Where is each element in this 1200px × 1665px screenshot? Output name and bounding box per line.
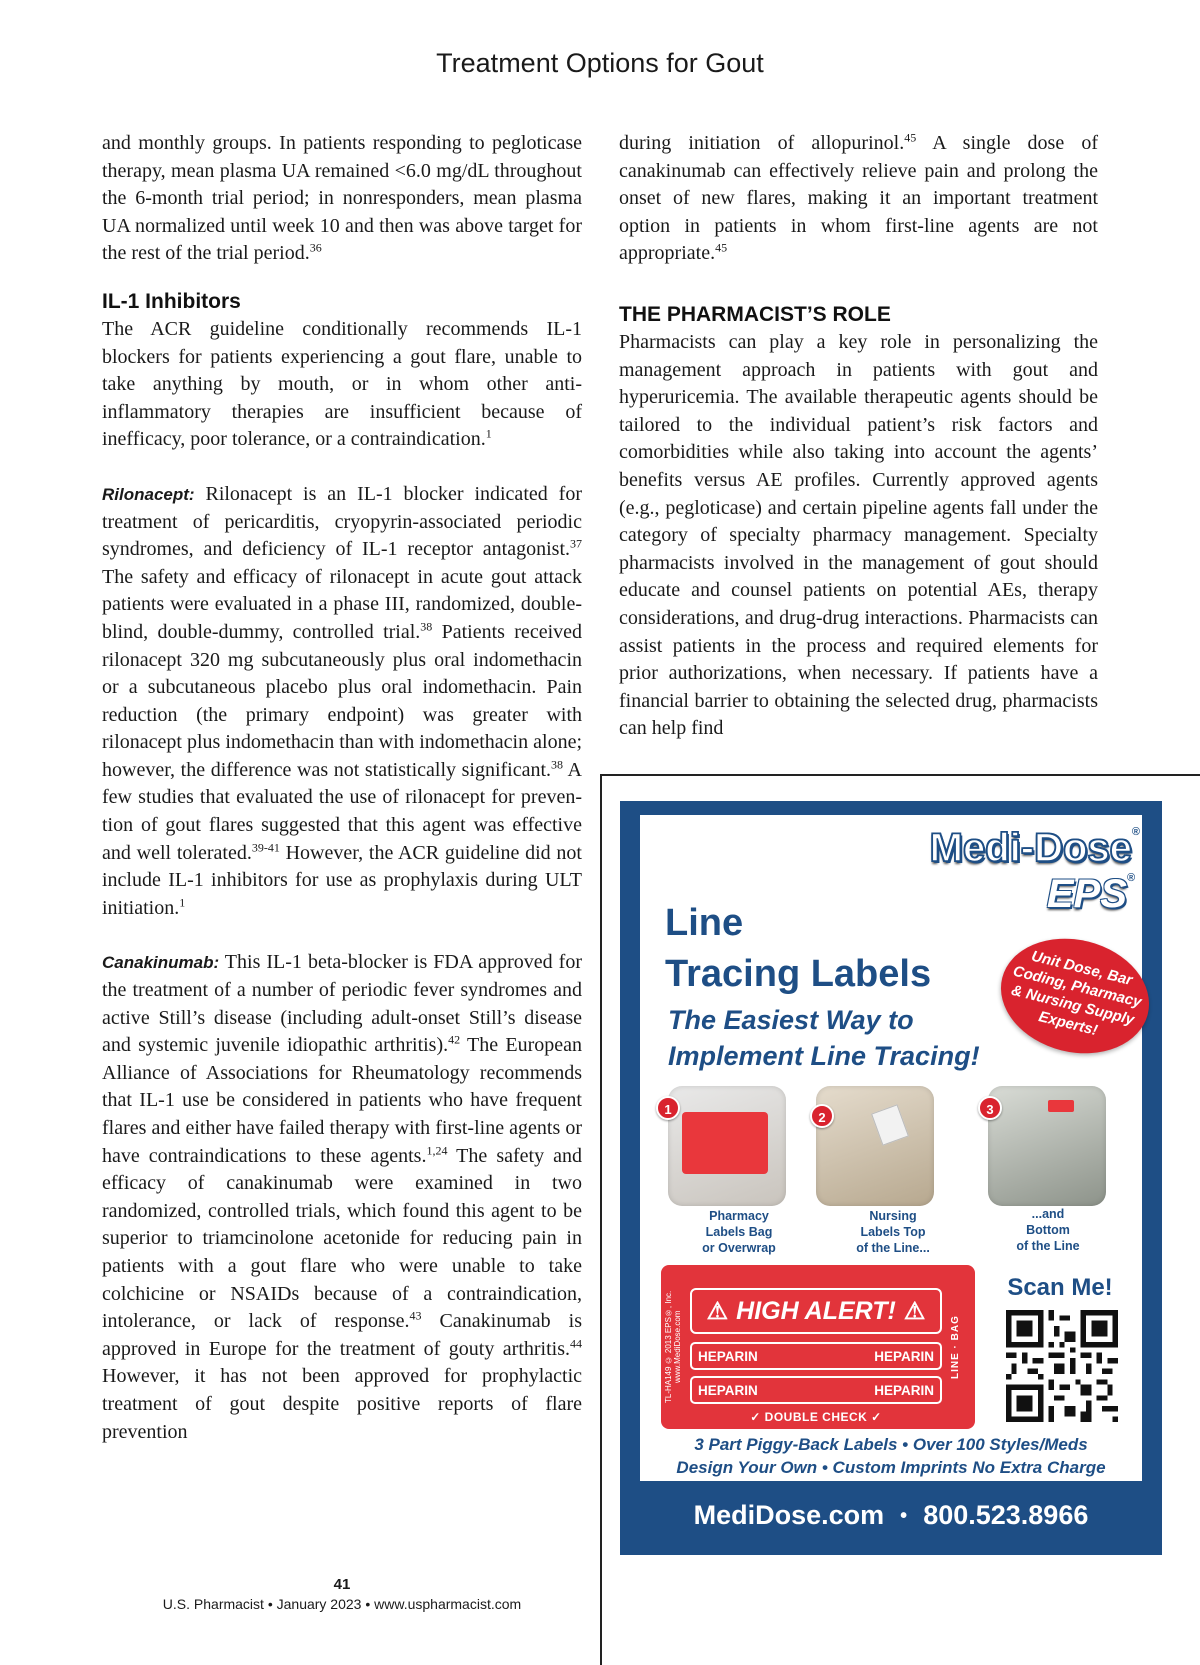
page-number: 41 [333,1576,351,1593]
canakinumab-paragraph: Canakinumab: This IL-1 beta-blocker is FDA approved for the treatment of a number of periodic fever syndromes and active Still’s disease (including adult-onset Still’s disease and systemic juvenile idiopathic arthritis).$^{42}$ The European Alliance of Associations for Rheumatology recommends that IL-1 use be considered in patients who have frequent flares and either have failed therapy with first-line agents or have contraindications to these agents.$^{1,24}$ The safety and efficacy of canakinumab were examined in two randomized, controlled trials, which found this agent to be superior to triamcinolone acetonide for reducing pain in patients with a gout flare who were unable to take colchicine or NSAIDs because of a contraindication, intolerance, or lack of response.$^{43}$ Canakinumab is approved in Europe for the treatment of gouty arthritis.$^{44}$ However, it has not been approved for prophylactic treatment of gout despite positive reports of flare prevention [102,951,582,1443]
canakinumab-continuation-paragraph: during initiation of allopurinol.$^{45}$ A single dose of canakinumab can effectively relieve pain and prolong the onset of new flares, making it an important treatment option in patients in whom first-line agents are not appropriate.$^{45}$ [619,130,1098,265]
line-top-tag-graphic [871,1104,909,1146]
left-column [102,130,582,1446]
ad-tagline: 3 Part Piggy-Back Labels • Over 100 Styles/Meds Design Your Own • Custom Imprints No Extra Charge [676,1435,1106,1477]
ad-contact-footer [620,1500,1162,1531]
ad-brand-eps: EPS® [1046,872,1135,916]
right-column [619,130,1098,743]
running-title: Treatment Options for Gout [436,48,764,78]
label-copyright-text: TL-HA149 © 2013 EPS®, Inc. www.MediDose.com [664,1290,682,1404]
ad-phone-number[interactable]: 800.523.8966 [923,1500,1089,1530]
separator-dot: • [900,1505,908,1528]
step-2-caption: Nursing Labels Top of the Line... [856,1209,930,1255]
canakinumab-runin: Canakinumab: [102,953,220,973]
step-3-photo [988,1086,1106,1206]
scan-me-text: Scan Me! [1007,1274,1113,1301]
rilonacept-runin: Rilonacept: [102,484,195,504]
pharmacist-role-paragraph: Pharmacists can play a key role in personalizing the management approach in patients with gout and hyperuricemia. The available therapeutic agents should be tailored to the individual patient’s risk factors and comorbidities while also taking into account the agents’ benefits versus AE profiles. Currently approved agents (e.g., pegloticase) and certain pipeline agents fall under the category of specialty pharmacy management. Specialty pharmacists involved in the management of gout should educate and counsel patients on potential AEs, therapy considerations, and drug-drug interactions. Pharmacists can assist patients in the process and required elements for prior authorizations, when necessary. If patients have a financial barrier to obtaining the selected drug, pharmacists can help find [619,330,1098,740]
line-bottom-tag-graphic [1048,1100,1074,1112]
heparin-row-bottom: HEPARIN HEPARIN [690,1376,942,1404]
label-side-words: LINE · BAG [950,1315,961,1380]
ad-website-link[interactable]: MediDose.com [693,1500,885,1530]
step-2-photo [816,1086,934,1206]
ad-experts-badge: Unit Dose, Bar Coding, Pharmacy & Nursing Supply Experts! [989,924,1162,1069]
step-1-caption: Pharmacy Labels Bag or Overwrap [702,1209,776,1255]
heparin-row-top: HEPARIN HEPARIN [690,1342,942,1370]
step-3-number: 3 [978,1096,1002,1120]
bag-label-graphic [682,1112,768,1174]
step-3-caption: ...and Bottom of the Line [1016,1207,1080,1253]
double-check-strip: ✓ DOUBLE CHECK ✓ [750,1410,882,1424]
step-1-number: 1 [656,1096,680,1120]
warning-icon: ⚠ [903,1297,926,1325]
ad-subtitle: The Easiest Way to Implement Line Tracing! [668,1005,980,1071]
page-footer [102,1576,582,1612]
high-alert-text: HIGH ALERT! [736,1296,896,1325]
step-2-number: 2 [810,1104,834,1128]
il1-intro-paragraph: The ACR guideline conditionally recommends IL-1 blockers for patients experiencing a gout flare, unable to take anything by mouth, or in whom other anti-inflammatory therapies are insufficient because of inefficacy, poor tolerance, or a contraindication.$^1$ [102,317,582,451]
ad-title: Line Tracing Labels [665,902,932,995]
il1-inhibitors-heading: IL-1 Inhibitors [102,289,241,313]
journal-line: U.S. Pharmacist • January 2023 • www.uspharmacist.com [162,1596,522,1612]
step-1-photo [668,1086,786,1206]
pegloticase-continuation-paragraph: and monthly groups. In patients responding to pegloticase therapy, mean plasma UA remained <6.0 mg/dL throughout the 6-month trial period; in nonresponders, mean plasma UA normalized until week 10 and then was above target for the rest of the trial period.$^{36}$ [102,132,582,265]
qr-code-icon[interactable] [1006,1310,1118,1422]
pharmacist-role-heading: THE PHARMACIST’S ROLE [619,302,891,326]
warning-icon: ⚠ [706,1297,729,1325]
ad-brand-logo: Medi-Dose® [929,826,1140,870]
high-alert-banner [690,1288,942,1334]
rilonacept-paragraph: Rilonacept: Rilonacept is an IL-1 blocker indicated for treatment of pericarditis, cryopyrin-associated periodic syndromes, and deficiency of IL-1 receptor antagonist.$^{37}$ The safety and efficacy of rilonacept in acute gout attack patients were evaluated in a phase III, randomized, double-blind, double-dummy, controlled trial.$^{38}$ Patients received rilonacept 320 mg subcutaneously plus oral indomethacin or a subcutaneous placebo plus oral indomethacin. Pain reduction (the primary endpoint) was greater with rilonacept plus indomethacin than with indomethacin alone; however, the difference was not statistically significant.$^{38}$ A few studies that evaluated the use of rilonacept for prevention of gout flares suggested that this agent was effective and well tolerated.$^{39-41}$ However, the ACR guideline did not include IL-1 inhibitors for use as prophylaxis during ULT initiation.$^1$ [102,482,583,919]
